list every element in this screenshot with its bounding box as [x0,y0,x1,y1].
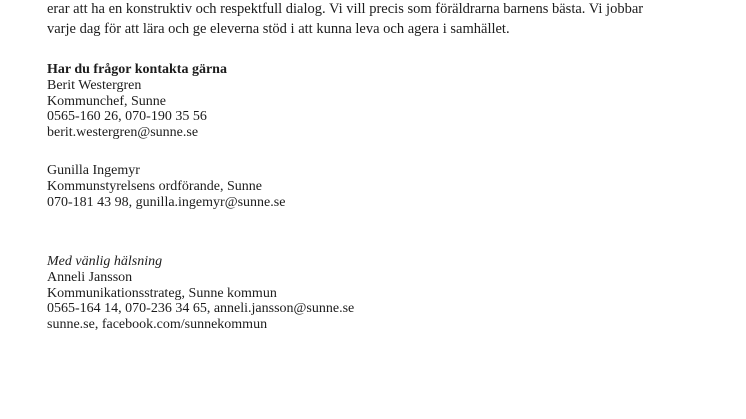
body-paragraph-line: erar att ha en konstruktiv och respektfull dialog. Vi vill precis som föräldrarna barnens bästa. Vi jobbar [47,1,644,17]
contact-title: Kommunchef, Sunne [47,93,166,109]
signature-salutation: Med vänlig hälsning [47,254,163,269]
body-paragraph-line: varje dag för att lära och ge eleverna stöd i att kunna leva och agera i samhället. [47,21,510,37]
contact-section-heading: Har du frågor kontakta gärna [47,62,227,77]
contact-name: Berit Westergren [47,77,142,93]
signature-name: Anneli Jansson [47,269,133,285]
signature-title: Kommunikationsstrateg, Sunne kommun [47,285,277,301]
contact-title: Kommunstyrelsens ordförande, Sunne [47,178,263,194]
signature-phone-email: 0565-164 14, 070-236 34 65, anneli.jansson@sunne.se [47,301,355,317]
contact-section-secondary [47,163,285,210]
contact-email: berit.westergren@sunne.se [47,125,199,141]
signature-section [47,254,354,333]
body-paragraph [47,0,643,39]
contact-section [47,62,227,141]
contact-phone-numbers: 0565-160 26, 070-190 35 56 [47,109,207,125]
contact-name: Gunilla Ingemyr [47,163,140,178]
signature-links: sunne.se, facebook.com/sunnekommun [47,317,268,333]
contact-phone-email: 070-181 43 98, gunilla.ingemyr@sunne.se [47,194,286,210]
